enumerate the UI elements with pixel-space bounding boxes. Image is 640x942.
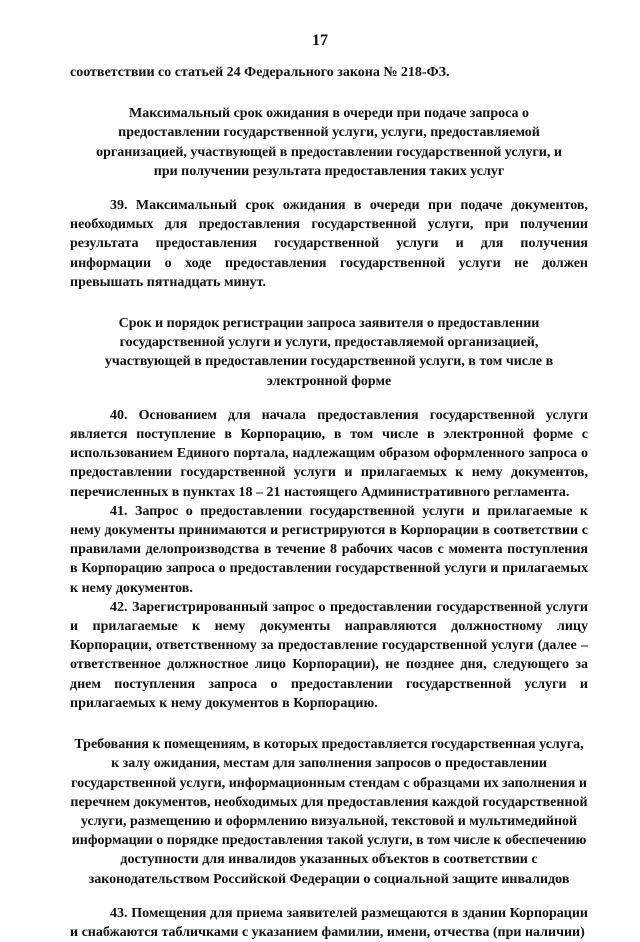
continuation-line: соответствии со статьей 24 Федерального закона № 218-ФЗ. <box>70 65 450 80</box>
document-body <box>70 63 588 942</box>
paragraph-39: 39. Максимальный срок ожидания в очереди при подаче документов, необходимых для предоставления государственной услуги, при получении результата предоставления государственной услуги и для получения информации о ходе предоставления государственной услуги не должен превышать пятнадцать минут. <box>70 198 588 290</box>
paragraph-40: 40. Основанием для начала предоставления государственной услуги является поступление в Корпорацию, в том числе в электронной форме с использованием Единого портала, надлежащим образом оформленного запроса о предоставлении государственной услуги и прилагаемых к нему документов, перечисленных в пунктах 18 – 21 настоящего Административного регламента. <box>70 407 588 500</box>
section-heading-queue-time: Максимальный срок ожидания в очереди при подаче запроса о предоставлении государственной услуги, услуги, предоставляемой организацией, участвующей в предоставлении государственной услуги, и при получении результата предоставления таких услуг <box>96 106 562 179</box>
section-heading-registration: Срок и порядок регистрации запроса заявителя о предоставлении государственной услуги и услуги, предоставляемой организацией, участвующей в предоставлении государственной услуги, в том числе в электронной форме <box>104 316 554 389</box>
page-number: 17 <box>312 32 328 49</box>
section-heading-premises: Требования к помещениям, в которых предоставляется государственная услуга, к залу ожидания, местам для заполнения запросов о предоставлении государственной услуги, информационным стендам с образцами их заполнения и перечнем документов, необходимых для предоставления каждой государственной услуги, размещению и оформлению визуальной, текстовой и мультимедийной информации о порядке предоставления такой услуги, в том числе к обеспечению доступности для инвалидов указанных объектов в соответствии с законодательством Российской Федерации о социальной защите инвалидов <box>70 737 588 887</box>
paragraph-41: 41. Запрос о предоставлении государственной услуги и прилагаемые к нему документы принимаются и регистрируются в Корпорации в соответствии с правилами делопроизводства в течение 8 рабочих часов с момента поступления в Корпорацию запроса о предоставлении государственной услуги и прилагаемых к нему документов. <box>70 503 588 596</box>
paragraph-43: 43. Помещения для приема заявителей размещаются в здании Корпорации и снабжаются табличками с указанием фамилии, имени, отчества (при наличии) <box>70 905 588 940</box>
paragraph-42: 42. Зарегистрированный запрос о предоставлении государственной услуги и прилагаемые к нему документы направляются должностному лицу Корпорации, ответственному за предоставление государственной услуги (далее – ответственное должностное лицо Корпорации), не позднее дня, следующего за днем поступления запроса о предоставлении государственной услуги и прилагаемых к нему документов в Корпорацию. <box>70 599 588 711</box>
